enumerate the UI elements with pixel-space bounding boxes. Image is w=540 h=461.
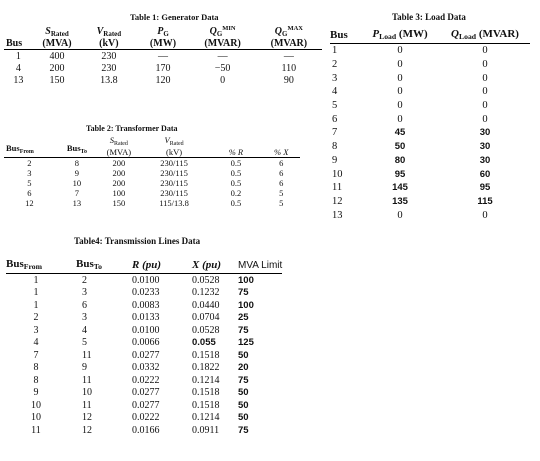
table-row [330, 85, 530, 99]
cell-bus-to: 11 [82, 374, 92, 386]
cell-bus-from: 3 [33, 324, 39, 336]
table-row [6, 312, 282, 325]
col-header-bus-from: Bus$_{From}$ [6, 258, 42, 271]
cell-mva-limit: 50 [238, 349, 249, 361]
cell-q-load: 0 [482, 72, 488, 84]
col-header-q-load: $Q_{Load}$ (MVAR) [451, 28, 519, 41]
cell-s-rated: 200 [112, 168, 126, 178]
col-header-qg-max: $Q_G^{MAX}$ (MVAR) [270, 25, 308, 49]
cell-r-pu: 0.0277 [132, 349, 160, 361]
cell-qg-max: — [283, 50, 294, 62]
cell-v-rated: 230/115 [160, 158, 188, 168]
cell-p-load: 145 [392, 182, 408, 194]
cell-r-pu: 0.0277 [132, 387, 160, 399]
table-row [6, 387, 282, 400]
cell-p-load: 95 [394, 168, 406, 180]
cell-bus-from: 7 [33, 349, 39, 361]
cell-bus: 13 [13, 74, 24, 86]
cell-bus: 4 [15, 62, 21, 74]
table-row [6, 362, 282, 375]
table4-body [6, 274, 282, 437]
cell-p-load: 0 [397, 45, 403, 57]
col-header-r-pu: R (pu) [132, 259, 162, 271]
cell-p-load: 0 [397, 113, 403, 125]
cell-p-load: 0 [397, 86, 403, 98]
cell-q-load: 115 [477, 195, 493, 207]
col-header-qg-min: $Q_G^{MIN}$ (MVAR) [204, 25, 241, 49]
table-row [330, 208, 530, 222]
cell-bus-to: 5 [82, 337, 87, 349]
table3-body [330, 44, 530, 222]
transformer-data-table [4, 136, 300, 208]
cell-qg-max: 90 [283, 74, 294, 86]
table-row [6, 337, 282, 350]
cell-mva-limit: 100 [238, 299, 254, 311]
cell-mva-limit: 75 [238, 424, 249, 436]
cell-x-percent: 6 [279, 168, 284, 178]
cell-x-percent: 6 [279, 178, 284, 188]
table-row [4, 188, 300, 198]
cell-q-load: 30 [479, 141, 491, 153]
cell-bus-from: 4 [33, 337, 39, 349]
table-row [6, 374, 282, 387]
load-data-table [330, 28, 530, 222]
cell-r-pu: 0.0277 [132, 399, 160, 411]
cell-bus: 1 [332, 45, 338, 57]
cell-qg-min: 0 [220, 74, 226, 86]
table-row [6, 349, 282, 362]
cell-bus-from: 10 [31, 399, 41, 411]
cell-v-rated: 230 [101, 62, 117, 74]
cell-bus: 8 [332, 141, 338, 153]
cell-v-rated: 230/115 [160, 178, 188, 188]
cell-x-pu: 0.1518 [192, 399, 220, 411]
cell-bus-to: 12 [82, 424, 92, 436]
table-row [330, 140, 530, 154]
cell-r-pu: 0.0133 [132, 312, 160, 324]
table-row [4, 74, 322, 86]
generator-data-table [4, 24, 322, 86]
cell-mva-limit: 75 [238, 374, 249, 386]
col-header-s-rated: $S_{Rated}$ (MVA) [42, 26, 72, 49]
col-header-pg: $P_G$ (MW) [149, 26, 177, 49]
cell-mva-limit: 100 [238, 274, 254, 286]
cell-bus-to: 7 [74, 188, 79, 198]
cell-s-rated: 100 [112, 188, 126, 198]
cell-x-pu: 0.0528 [192, 274, 220, 286]
table-header-row [4, 24, 322, 50]
cell-bus-from: 8 [33, 374, 39, 386]
cell-qg-min: −50 [214, 62, 231, 74]
cell-p-load: 45 [394, 127, 406, 139]
cell-v-rated: 115/13.8 [159, 198, 189, 208]
cell-x-pu: 0.1214 [192, 412, 220, 424]
cell-bus-to: 9 [82, 362, 87, 374]
col-header-x-percent: % X [273, 147, 289, 157]
cell-bus-from: 9 [33, 387, 39, 399]
cell-bus-from: 2 [33, 312, 39, 324]
cell-bus: 13 [332, 209, 343, 221]
col-header-bus-from: Bus$_{From}$ [6, 143, 34, 155]
cell-bus-from: 3 [27, 168, 32, 178]
cell-s-rated: 150 [112, 198, 126, 208]
cell-bus-from: 1 [33, 299, 39, 311]
col-header-bus: Bus [330, 29, 348, 41]
cell-r-percent: 0.2 [230, 188, 242, 198]
cell-p-load: 80 [394, 154, 406, 166]
table-row [6, 412, 282, 425]
cell-bus-from: 12 [25, 198, 34, 208]
cell-r-pu: 0.0083 [132, 299, 160, 311]
cell-bus-from: 2 [27, 158, 32, 168]
table-row [6, 424, 282, 437]
cell-bus: 9 [332, 154, 338, 166]
cell-r-pu: 0.0332 [132, 362, 160, 374]
table-header-row [6, 258, 282, 274]
cell-q-load: 30 [479, 127, 491, 139]
cell-bus: 2 [332, 59, 338, 71]
cell-bus-to: 8 [74, 158, 79, 168]
cell-bus: 6 [332, 113, 338, 125]
cell-bus-to: 10 [82, 387, 92, 399]
table-row [330, 99, 530, 113]
cell-bus: 10 [332, 168, 343, 180]
cell-s-rated: 400 [49, 50, 65, 62]
table4-caption: Table4: Transmission Lines Data [74, 236, 201, 246]
cell-mva-limit: 125 [238, 337, 254, 349]
table-row [6, 324, 282, 337]
cell-q-load: 0 [482, 59, 488, 71]
cell-s-rated: 200 [112, 178, 126, 188]
cell-mva-limit: 50 [238, 387, 249, 399]
cell-s-rated: 200 [112, 158, 126, 168]
cell-qg-min: — [217, 50, 228, 62]
cell-bus-from: 11 [31, 424, 41, 436]
col-header-r-percent: % R [228, 147, 244, 157]
cell-v-rated: 13.8 [100, 74, 118, 86]
cell-bus-from: 6 [27, 188, 32, 198]
cell-bus-from: 1 [33, 287, 39, 299]
cell-s-rated: 200 [49, 62, 65, 74]
cell-bus-to: 6 [82, 299, 87, 311]
cell-bus-to: 4 [82, 324, 87, 336]
cell-bus-from: 10 [31, 412, 41, 424]
cell-bus: 12 [332, 195, 343, 207]
cell-r-percent: 0.5 [230, 168, 242, 178]
cell-bus-to: 13 [72, 198, 82, 208]
table-row [330, 167, 530, 181]
cell-bus: 1 [15, 50, 21, 62]
table-row [330, 112, 530, 126]
table3-caption: Table 3: Load Data [392, 12, 466, 22]
table-row [6, 299, 282, 312]
table-row [330, 71, 530, 85]
cell-bus-from: 1 [33, 274, 39, 286]
col-header-v-rated: $V_{Rated}$ (kV) [164, 135, 184, 157]
cell-v-rated: 230/115 [160, 168, 188, 178]
cell-mva-limit: 20 [238, 362, 249, 374]
cell-pg: — [157, 50, 168, 62]
cell-q-load: 95 [479, 182, 491, 194]
cell-bus-to: 9 [74, 168, 79, 178]
table-row [4, 50, 322, 63]
cell-p-load: 50 [394, 141, 406, 153]
col-header-v-rated: $V_{Rated}$ (kV) [96, 26, 122, 49]
cell-q-load: 0 [482, 100, 488, 112]
cell-mva-limit: 75 [238, 287, 249, 299]
cell-bus-to: 11 [82, 349, 92, 361]
table1-caption: Table 1: Generator Data [130, 12, 219, 22]
cell-x-percent: 5 [279, 188, 284, 198]
cell-x-pu: 0.0528 [192, 324, 220, 336]
cell-r-pu: 0.0222 [132, 412, 160, 424]
col-header-x-pu: X (pu) [192, 259, 222, 271]
cell-r-pu: 0.0166 [132, 424, 160, 436]
cell-x-pu: 0.055 [192, 337, 216, 349]
col-header-bus: Bus [6, 38, 23, 49]
cell-pg: 170 [155, 62, 171, 74]
cell-q-load: 60 [479, 168, 491, 180]
cell-q-load: 0 [482, 209, 488, 221]
table-row [4, 198, 300, 208]
cell-v-rated: 230/115 [160, 188, 188, 198]
cell-r-percent: 0.5 [230, 178, 242, 188]
cell-bus: 4 [332, 86, 338, 98]
cell-bus: 5 [332, 100, 338, 112]
cell-r-percent: 0.5 [230, 198, 242, 208]
cell-x-pu: 0.0911 [192, 424, 220, 436]
table-row [4, 62, 322, 74]
cell-bus-from: 5 [27, 178, 32, 188]
cell-x-pu: 0.1232 [192, 287, 220, 299]
cell-p-load: 135 [392, 195, 408, 207]
table-row [6, 399, 282, 412]
table-row [6, 287, 282, 300]
table-header-row [330, 28, 530, 44]
cell-s-rated: 150 [49, 74, 65, 86]
cell-r-percent: 0.5 [230, 158, 242, 168]
table-row [330, 181, 530, 195]
cell-r-pu: 0.0066 [132, 337, 160, 349]
table2-caption: Table 2: Transformer Data [86, 124, 178, 133]
cell-bus-to: 2 [82, 274, 87, 286]
table-row [4, 158, 300, 169]
cell-q-load: 30 [479, 154, 491, 166]
cell-bus: 11 [332, 182, 343, 194]
transmission-lines-table [6, 258, 282, 437]
cell-q-load: 0 [482, 45, 488, 57]
cell-x-pu: 0.0440 [192, 299, 220, 311]
cell-bus-to: 3 [82, 312, 87, 324]
table-row [330, 58, 530, 72]
col-header-mva-limit: MVA Limit [238, 260, 283, 271]
cell-pg: 120 [155, 74, 171, 86]
cell-bus-from: 8 [33, 362, 39, 374]
table-header-row [4, 136, 300, 158]
table-row [330, 154, 530, 168]
col-header-bus-to: Bus$_{To}$ [76, 258, 103, 271]
table-row [4, 178, 300, 188]
cell-r-pu: 0.0233 [132, 287, 160, 299]
cell-x-pu: 0.1518 [192, 349, 220, 361]
col-header-bus-to: Bus$_{To}$ [66, 143, 87, 155]
table-row [330, 126, 530, 140]
cell-x-percent: 6 [279, 158, 284, 168]
cell-bus-to: 11 [82, 399, 92, 411]
cell-mva-limit: 50 [238, 412, 249, 424]
cell-bus: 7 [332, 127, 338, 139]
cell-x-pu: 0.0704 [192, 312, 220, 324]
col-header-p-load: $P_{Load}$ (MW) [372, 28, 428, 41]
cell-p-load: 0 [397, 59, 403, 71]
table-row [6, 274, 282, 287]
cell-mva-limit: 50 [238, 399, 249, 411]
cell-r-pu: 0.0100 [132, 274, 160, 286]
cell-p-load: 0 [397, 209, 403, 221]
cell-x-percent: 5 [279, 198, 284, 208]
cell-q-load: 0 [482, 86, 488, 98]
cell-v-rated: 230 [101, 50, 117, 62]
cell-bus-to: 10 [72, 178, 82, 188]
table-row [330, 195, 530, 209]
table2-body [4, 158, 300, 209]
cell-x-pu: 0.1214 [192, 374, 220, 386]
table-row [330, 44, 530, 58]
cell-bus: 3 [332, 72, 338, 84]
cell-p-load: 0 [397, 100, 403, 112]
cell-q-load: 0 [482, 113, 488, 125]
table-row [4, 168, 300, 178]
cell-bus-to: 3 [82, 287, 87, 299]
cell-x-pu: 0.1518 [192, 387, 220, 399]
cell-mva-limit: 75 [238, 324, 249, 336]
table1-body [4, 50, 322, 87]
col-header-s-rated: $S_{Rated}$ (MVA) [106, 135, 132, 157]
cell-bus-to: 12 [82, 412, 92, 424]
cell-r-pu: 0.0222 [132, 374, 160, 386]
cell-mva-limit: 25 [238, 312, 249, 324]
cell-qg-max: 110 [281, 62, 297, 74]
cell-x-pu: 0.1822 [192, 362, 220, 374]
cell-r-pu: 0.0100 [132, 324, 160, 336]
cell-p-load: 0 [397, 72, 403, 84]
